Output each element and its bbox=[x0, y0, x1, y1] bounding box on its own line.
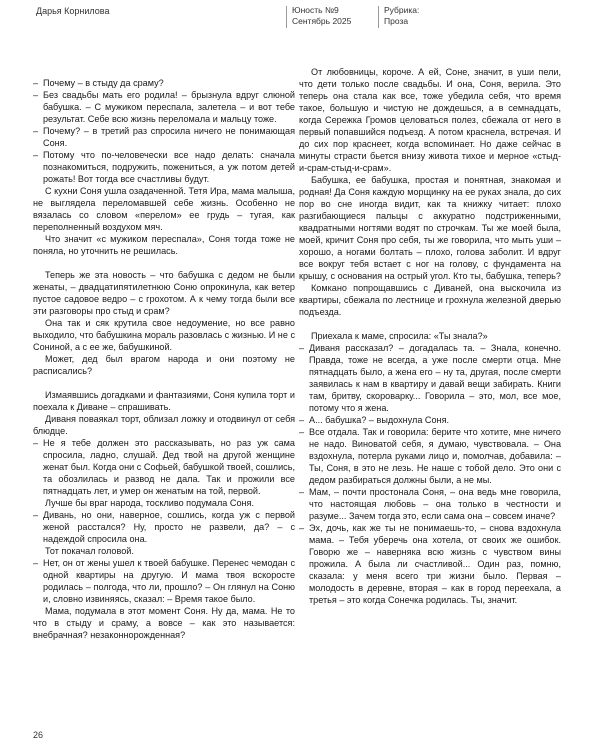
header-divider bbox=[378, 6, 379, 28]
dialogue-line: – Нет, он от жены ушел к твоей бабушке. Перенес чемодан с одной квартиры на другую. И мама твоя вскоросте родилась – полгода, что ли, прошло? – Он глянул на Соню и, словно извиняясь, сказал: – Время такое было. bbox=[33, 557, 295, 605]
dialogue-line: – Не я тебе должен это рассказывать, но раз уж сама спросила, ладно, слушай. Дед твой на другой женщине женат был. Когда они с Софьей, бабушкой твоей, сошлись, та обозлилась и развод не дала. Так и прожили все пятнадцать лет, и умер он женатым на той, первой. bbox=[33, 437, 295, 497]
dialogue-line: – Почему – в стыду да сраму? bbox=[33, 77, 295, 89]
dialogue-line: – Мам, – почти простонала Соня, – она ведь мне говорила, что настоящая любовь – она только в честности и разуме... Зачем тогда это, если сама она – совсем иначе? bbox=[299, 486, 561, 522]
paragraph: Приехала к маме, спросила: «Ты знала?» bbox=[311, 331, 488, 341]
paragraph: Комкано попрощавшись с Диваней, она выскочила из квартиры, сбежала по лестнице и грохнула железной дверью подъезда. bbox=[299, 283, 561, 317]
left-text-column bbox=[33, 77, 295, 641]
paragraph: Может, дед был врагом народа и они поэтому не расписались? bbox=[33, 354, 295, 376]
page-number: 26 bbox=[33, 730, 44, 740]
journal-issue-date: Сентябрь 2025 bbox=[292, 15, 352, 26]
paragraph: От любовницы, короче. А ей, Соне, значит, в уши пели, что дети только после свадьбы. И она, Соня, верила. Это теперь она стала как все, тоже убедила себя, что время такое, большую и чистую не дождешься, а в семнадцать, когда Сережка Громов целоваться полез, сбежала от него в первый попавшийся подъезд. А потом краснела, встречая. И до сих пор краснеет, когда вспоминает. Но даже сейчас в минуты страсти бьется внизу живота тихое и мерное «стыд-и-срам-стыд-и-срам». bbox=[299, 67, 561, 173]
page-header bbox=[0, 0, 600, 30]
paragraph: Измаявшись догадками и фантазиями, Соня купила торт и поехала к Диване – спрашивать. bbox=[33, 390, 295, 412]
journal-info bbox=[292, 5, 351, 26]
paragraph: Диваня поваякал торт, облизал ложку и отодвинул от себя блюдце. bbox=[33, 414, 295, 436]
right-text-column bbox=[299, 66, 561, 606]
rubric-info bbox=[384, 5, 419, 26]
dialogue-line: – Все отдала. Так и говорила: берите что хотите, мне ничего не надо. Виноватой себя, я думаю, чувствовала. – Она вздохнула, потерла руками лицо и, помолчав, добавила: – Ты, Соня, в это не лезь. Не наше с тобой дело. Это они с дедом разбираться должны были, а не мы. bbox=[299, 426, 561, 486]
header-divider bbox=[286, 6, 287, 28]
paragraph: Лучше бы враг народа, тоскливо подумала Соня. bbox=[45, 498, 254, 508]
paragraph: Тот покачал головой. bbox=[45, 546, 134, 556]
paragraph: Бабушка, ее бабушка, простая и понятная, знакомая и родная! Да Соня каждую морщинку на ее руках знала, до сих пор во сне иногда видит, как та книжку читает: плохо разгибающиеся пальцы с аккуратно подстриженными, квадратными ногтями водят по строчкам. Ты же моей была, моей, кричит Соня про себя, ты же говорила, что мыть уши – хорошо, а ногами болтать – плохо, голова заболит. И вдруг все вокруг тебя встает с ног на голову, с фундамента на крышу, с основания на острый угол. Кто ты, бабушка, теперь? bbox=[299, 175, 561, 281]
dialogue-line: – Диваня рассказал? – догадалась та. – Знала, конечно. Правда, тоже не всегда, а уже после смерти отца. Мне пятнадцать было, а жена его – ну та, другая, после смерти заявилась к нам в квартиру и давай вещи забирать. Книги там, бритву, скороварку... Говорила – это, мол, все мое, потому что я жена. bbox=[299, 342, 561, 414]
rubric-value: Проза bbox=[384, 15, 409, 26]
journal-title: Юность №9 bbox=[292, 5, 339, 15]
dialogue-line: – Почему? – в третий раз спросила ничего не понимающая Соня. bbox=[33, 125, 295, 149]
dialogue-line: – Потому что по-человечески все надо делать: сначала познакомиться, подружить, пожениться, а уж потом детей рожать! Вот тогда все счастливы будут. bbox=[33, 149, 295, 185]
dialogue-line: – Дивань, но они, наверное, сошлись, когда уж с первой женой расстался? Ну, просто не развели, да? – с надеждой спросила она. bbox=[33, 509, 295, 545]
paragraph: Теперь же эта новость – что бабушка с дедом не были женаты, – двадцатипятилетнюю Соню опрокинула, как ветер пустое садовое ведро – с грохотом. А к чему тогда были все эти разговоры про стыд и срам? bbox=[33, 270, 295, 316]
paragraph: Что значит «с мужиком переспала», Соня тогда тоже не поняла, но уточнить не решилась. bbox=[33, 234, 295, 256]
dialogue-line: – Без свадьбы мать его родила! – брызнула вдруг слюной бабушка. – С мужиком переспала, залетела – и вот тебе результат. Себе всю жизнь переломала и мальцу тоже. bbox=[33, 89, 295, 125]
dialogue-line: – А... бабушка? – выдохнула Соня. bbox=[299, 414, 561, 426]
paragraph: С кухни Соня ушла озадаченной. Тетя Ира, мама малыша, не выглядела переломавшей себе жизнь. Особенно не вязалась со словом «перелом» ее грудь – тугая, как переполненный воздухом мяч. bbox=[33, 186, 295, 232]
paragraph: Мама, подумала в этот момент Соня. Ну да, мама. Не то что в стыду и сраму, а вовсе – как это называется: внебрачная? незаконнорожденная? bbox=[33, 606, 295, 640]
rubric-label: Рубрика: bbox=[384, 5, 420, 15]
author-name: Дарья Корнилова bbox=[36, 6, 110, 16]
paragraph: Она так и сяк крутила свое недоумение, но все равно выходило, что бабушкина мораль разовлась с жизнью. И не с Сониной, а с ее же, бабушкиной. bbox=[33, 318, 295, 352]
dialogue-line: – Эх, дочь, как же ты не понимаешь-то, – снова вздохнула мама. – Тебя уберечь она хотела, от своих же ошибок. Говорю же – наверняка всю жизнь с чувством вины прожила. А была ли счастливой... Один раз, помню, сказала: у меня всего три жизни было. Первая – молодость в деревне, вторая – как в город переехала, а третья – это когда Сонечка родилась. Ты, значит. bbox=[299, 522, 561, 606]
